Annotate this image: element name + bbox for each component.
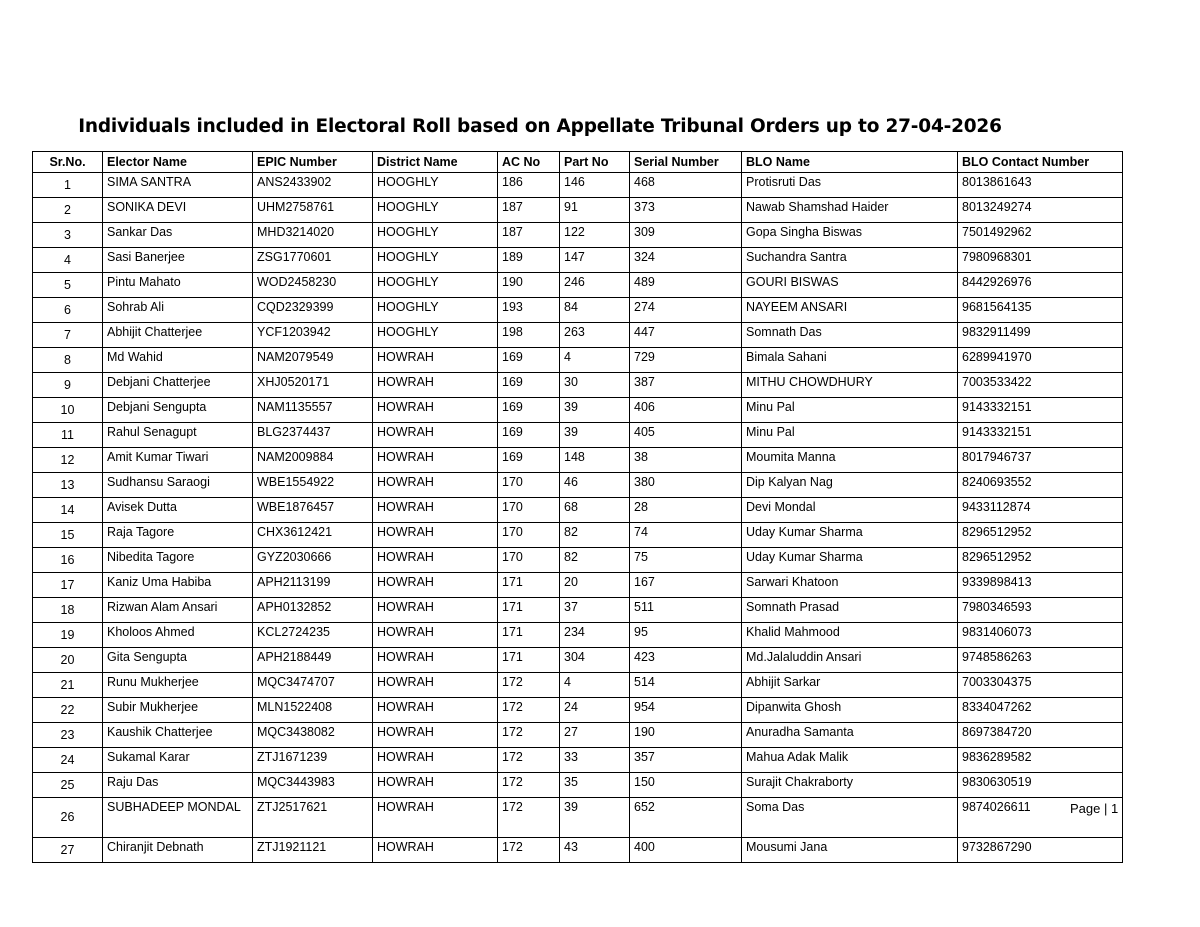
table-row	[33, 748, 1123, 773]
cell-blo-contact-number: 7003533422	[958, 373, 1123, 398]
column-header-epic-number: EPIC Number	[253, 152, 373, 173]
electoral-roll-table	[32, 151, 1123, 863]
cell-sr-no: 1	[33, 173, 103, 198]
cell-blo-name: Khalid Mahmood	[742, 623, 958, 648]
cell-serial-number: 167	[630, 573, 742, 598]
cell-sr-no: 13	[33, 473, 103, 498]
cell-serial-number: 489	[630, 273, 742, 298]
cell-blo-contact-number: 9143332151	[958, 398, 1123, 423]
cell-blo-contact-number: 8296512952	[958, 548, 1123, 573]
cell-serial-number: 447	[630, 323, 742, 348]
cell-district-name: HOOGHLY	[373, 298, 498, 323]
table-row	[33, 723, 1123, 748]
table-row	[33, 698, 1123, 723]
cell-epic-number: MLN1522408	[253, 698, 373, 723]
cell-ac-no: 169	[498, 348, 560, 373]
cell-part-no: 84	[560, 298, 630, 323]
cell-blo-contact-number: 8442926976	[958, 273, 1123, 298]
cell-serial-number: 373	[630, 198, 742, 223]
cell-blo-name: Nawab Shamshad Haider	[742, 198, 958, 223]
column-header-blo-name: BLO Name	[742, 152, 958, 173]
cell-sr-no: 2	[33, 198, 103, 223]
cell-district-name: HOWRAH	[373, 723, 498, 748]
cell-sr-no: 17	[33, 573, 103, 598]
column-header-part-no: Part No	[560, 152, 630, 173]
cell-elector-name: Debjani Chatterjee	[103, 373, 253, 398]
cell-elector-name: Abhijit Chatterjee	[103, 323, 253, 348]
cell-part-no: 24	[560, 698, 630, 723]
table-row	[33, 223, 1123, 248]
cell-blo-name: Dipanwita Ghosh	[742, 698, 958, 723]
cell-sr-no: 8	[33, 348, 103, 373]
cell-district-name: HOOGHLY	[373, 198, 498, 223]
cell-part-no: 122	[560, 223, 630, 248]
cell-district-name: HOOGHLY	[373, 323, 498, 348]
cell-elector-name: Rahul Senagupt	[103, 423, 253, 448]
cell-serial-number: 423	[630, 648, 742, 673]
cell-elector-name: Pintu Mahato	[103, 273, 253, 298]
cell-ac-no: 170	[498, 473, 560, 498]
cell-serial-number: 511	[630, 598, 742, 623]
cell-part-no: 43	[560, 838, 630, 863]
cell-district-name: HOWRAH	[373, 673, 498, 698]
cell-blo-contact-number: 9830630519	[958, 773, 1123, 798]
cell-epic-number: NAM1135557	[253, 398, 373, 423]
cell-serial-number: 729	[630, 348, 742, 373]
cell-elector-name: Subir Mukherjee	[103, 698, 253, 723]
cell-elector-name: Nibedita Tagore	[103, 548, 253, 573]
cell-blo-name: Minu Pal	[742, 398, 958, 423]
cell-serial-number: 274	[630, 298, 742, 323]
cell-blo-name: Soma Das	[742, 798, 958, 838]
table-row	[33, 838, 1123, 863]
cell-serial-number: 309	[630, 223, 742, 248]
cell-blo-name: Md.Jalaluddin Ansari	[742, 648, 958, 673]
cell-sr-no: 22	[33, 698, 103, 723]
cell-part-no: 263	[560, 323, 630, 348]
page-number: Page | 1	[1070, 801, 1119, 816]
cell-sr-no: 4	[33, 248, 103, 273]
cell-blo-name: Uday Kumar Sharma	[742, 548, 958, 573]
cell-sr-no: 26	[33, 798, 103, 838]
table-row	[33, 673, 1123, 698]
cell-blo-name: Somnath Prasad	[742, 598, 958, 623]
cell-blo-contact-number: 9831406073	[958, 623, 1123, 648]
table-row	[33, 448, 1123, 473]
cell-part-no: 39	[560, 798, 630, 838]
table-header-row	[33, 152, 1123, 173]
cell-epic-number: APH2113199	[253, 573, 373, 598]
cell-district-name: HOWRAH	[373, 623, 498, 648]
cell-part-no: 82	[560, 523, 630, 548]
cell-blo-name: Gopa Singha Biswas	[742, 223, 958, 248]
cell-blo-name: MITHU CHOWDHURY	[742, 373, 958, 398]
cell-blo-name: Abhijit Sarkar	[742, 673, 958, 698]
cell-district-name: HOWRAH	[373, 398, 498, 423]
cell-epic-number: WBE1876457	[253, 498, 373, 523]
column-header-sr-no: Sr.No.	[33, 152, 103, 173]
cell-sr-no: 24	[33, 748, 103, 773]
cell-part-no: 148	[560, 448, 630, 473]
cell-blo-contact-number: 9836289582	[958, 748, 1123, 773]
cell-sr-no: 3	[33, 223, 103, 248]
column-header-blo-contact-number: BLO Contact Number	[958, 152, 1123, 173]
cell-ac-no: 190	[498, 273, 560, 298]
cell-sr-no: 25	[33, 773, 103, 798]
table-row	[33, 248, 1123, 273]
cell-district-name: HOWRAH	[373, 498, 498, 523]
cell-ac-no: 169	[498, 448, 560, 473]
cell-sr-no: 15	[33, 523, 103, 548]
cell-serial-number: 468	[630, 173, 742, 198]
cell-serial-number: 406	[630, 398, 742, 423]
cell-elector-name: Md Wahid	[103, 348, 253, 373]
cell-sr-no: 7	[33, 323, 103, 348]
cell-elector-name: Sankar Das	[103, 223, 253, 248]
table-row	[33, 473, 1123, 498]
table-row	[33, 423, 1123, 448]
cell-part-no: 146	[560, 173, 630, 198]
cell-blo-contact-number: 8296512952	[958, 523, 1123, 548]
table-row	[33, 598, 1123, 623]
cell-district-name: HOWRAH	[373, 773, 498, 798]
cell-elector-name: SUBHADEEP MONDAL	[103, 798, 253, 838]
table-row	[33, 173, 1123, 198]
cell-elector-name: Raju Das	[103, 773, 253, 798]
cell-sr-no: 23	[33, 723, 103, 748]
table-row	[33, 273, 1123, 298]
cell-blo-contact-number: 8240693552	[958, 473, 1123, 498]
cell-epic-number: XHJ0520171	[253, 373, 373, 398]
cell-blo-name: Mousumi Jana	[742, 838, 958, 863]
cell-ac-no: 172	[498, 773, 560, 798]
cell-district-name: HOWRAH	[373, 598, 498, 623]
cell-blo-contact-number: 7003304375	[958, 673, 1123, 698]
cell-blo-contact-number: 7980346593	[958, 598, 1123, 623]
cell-part-no: 82	[560, 548, 630, 573]
cell-blo-name: Somnath Das	[742, 323, 958, 348]
cell-blo-contact-number: 8697384720	[958, 723, 1123, 748]
table-row	[33, 798, 1123, 838]
cell-blo-name: Anuradha Samanta	[742, 723, 958, 748]
cell-epic-number: CQD2329399	[253, 298, 373, 323]
cell-blo-name: Sarwari Khatoon	[742, 573, 958, 598]
cell-serial-number: 324	[630, 248, 742, 273]
table-row	[33, 373, 1123, 398]
cell-part-no: 39	[560, 423, 630, 448]
cell-ac-no: 172	[498, 698, 560, 723]
table-row	[33, 323, 1123, 348]
cell-blo-contact-number: 9874026611	[958, 798, 1123, 838]
cell-ac-no: 172	[498, 673, 560, 698]
cell-epic-number: APH0132852	[253, 598, 373, 623]
table-row	[33, 198, 1123, 223]
cell-elector-name: Kaushik Chatterjee	[103, 723, 253, 748]
cell-ac-no: 172	[498, 748, 560, 773]
cell-ac-no: 189	[498, 248, 560, 273]
cell-epic-number: NAM2009884	[253, 448, 373, 473]
cell-epic-number: YCF1203942	[253, 323, 373, 348]
cell-serial-number: 95	[630, 623, 742, 648]
column-header-elector-name: Elector Name	[103, 152, 253, 173]
cell-blo-contact-number: 9143332151	[958, 423, 1123, 448]
cell-epic-number: ZSG1770601	[253, 248, 373, 273]
cell-blo-contact-number: 8013249274	[958, 198, 1123, 223]
cell-district-name: HOWRAH	[373, 698, 498, 723]
cell-blo-contact-number: 8017946737	[958, 448, 1123, 473]
cell-elector-name: Sohrab Ali	[103, 298, 253, 323]
cell-district-name: HOWRAH	[373, 573, 498, 598]
cell-district-name: HOOGHLY	[373, 273, 498, 298]
cell-elector-name: SIMA SANTRA	[103, 173, 253, 198]
cell-ac-no: 171	[498, 598, 560, 623]
cell-epic-number: ZTJ1671239	[253, 748, 373, 773]
cell-epic-number: NAM2079549	[253, 348, 373, 373]
cell-elector-name: Runu Mukherjee	[103, 673, 253, 698]
cell-elector-name: Kaniz Uma Habiba	[103, 573, 253, 598]
cell-serial-number: 652	[630, 798, 742, 838]
cell-blo-name: Minu Pal	[742, 423, 958, 448]
cell-epic-number: ZTJ2517621	[253, 798, 373, 838]
cell-blo-contact-number: 6289941970	[958, 348, 1123, 373]
cell-blo-contact-number: 9832911499	[958, 323, 1123, 348]
cell-blo-name: Devi Mondal	[742, 498, 958, 523]
cell-sr-no: 11	[33, 423, 103, 448]
cell-ac-no: 187	[498, 223, 560, 248]
cell-district-name: HOWRAH	[373, 448, 498, 473]
cell-epic-number: MQC3443983	[253, 773, 373, 798]
cell-blo-name: NAYEEM ANSARI	[742, 298, 958, 323]
cell-sr-no: 27	[33, 838, 103, 863]
cell-elector-name: Kholoos Ahmed	[103, 623, 253, 648]
cell-district-name: HOWRAH	[373, 523, 498, 548]
cell-part-no: 91	[560, 198, 630, 223]
cell-blo-contact-number: 9681564135	[958, 298, 1123, 323]
cell-part-no: 30	[560, 373, 630, 398]
cell-part-no: 4	[560, 673, 630, 698]
cell-district-name: HOWRAH	[373, 473, 498, 498]
cell-elector-name: Rizwan Alam Ansari	[103, 598, 253, 623]
table-row	[33, 348, 1123, 373]
cell-elector-name: Chiranjit Debnath	[103, 838, 253, 863]
column-header-district-name: District Name	[373, 152, 498, 173]
cell-district-name: HOWRAH	[373, 548, 498, 573]
cell-part-no: 39	[560, 398, 630, 423]
table-row	[33, 623, 1123, 648]
cell-blo-name: Suchandra Santra	[742, 248, 958, 273]
cell-part-no: 68	[560, 498, 630, 523]
cell-ac-no: 169	[498, 398, 560, 423]
column-header-ac-no: AC No	[498, 152, 560, 173]
cell-epic-number: BLG2374437	[253, 423, 373, 448]
cell-district-name: HOWRAH	[373, 373, 498, 398]
table-row	[33, 498, 1123, 523]
cell-epic-number: WBE1554922	[253, 473, 373, 498]
cell-ac-no: 169	[498, 423, 560, 448]
cell-part-no: 27	[560, 723, 630, 748]
cell-serial-number: 190	[630, 723, 742, 748]
cell-epic-number: ZTJ1921121	[253, 838, 373, 863]
cell-ac-no: 171	[498, 648, 560, 673]
cell-sr-no: 19	[33, 623, 103, 648]
cell-sr-no: 12	[33, 448, 103, 473]
cell-district-name: HOOGHLY	[373, 223, 498, 248]
cell-serial-number: 400	[630, 838, 742, 863]
cell-serial-number: 405	[630, 423, 742, 448]
cell-serial-number: 150	[630, 773, 742, 798]
cell-epic-number: APH2188449	[253, 648, 373, 673]
table-row	[33, 773, 1123, 798]
cell-sr-no: 14	[33, 498, 103, 523]
table-row	[33, 523, 1123, 548]
cell-epic-number: MQC3438082	[253, 723, 373, 748]
cell-serial-number: 38	[630, 448, 742, 473]
cell-ac-no: 186	[498, 173, 560, 198]
cell-serial-number: 954	[630, 698, 742, 723]
table-body	[33, 173, 1123, 863]
cell-part-no: 20	[560, 573, 630, 598]
cell-serial-number: 75	[630, 548, 742, 573]
page-title: Individuals included in Electoral Roll based on Appellate Tribunal Orders up to 27-04-2026	[78, 116, 1002, 137]
cell-epic-number: ANS2433902	[253, 173, 373, 198]
cell-sr-no: 16	[33, 548, 103, 573]
cell-ac-no: 170	[498, 548, 560, 573]
cell-epic-number: CHX3612421	[253, 523, 373, 548]
cell-part-no: 35	[560, 773, 630, 798]
cell-part-no: 147	[560, 248, 630, 273]
cell-serial-number: 74	[630, 523, 742, 548]
cell-elector-name: Gita Sengupta	[103, 648, 253, 673]
cell-ac-no: 170	[498, 498, 560, 523]
cell-blo-name: Moumita Manna	[742, 448, 958, 473]
table-row	[33, 648, 1123, 673]
cell-elector-name: Avisek Dutta	[103, 498, 253, 523]
cell-blo-contact-number: 9732867290	[958, 838, 1123, 863]
table-row	[33, 398, 1123, 423]
cell-epic-number: MHD3214020	[253, 223, 373, 248]
cell-ac-no: 193	[498, 298, 560, 323]
cell-part-no: 234	[560, 623, 630, 648]
cell-ac-no: 171	[498, 573, 560, 598]
cell-blo-name: Surajit Chakraborty	[742, 773, 958, 798]
cell-serial-number: 387	[630, 373, 742, 398]
table-row	[33, 298, 1123, 323]
cell-elector-name: Debjani Sengupta	[103, 398, 253, 423]
cell-ac-no: 169	[498, 373, 560, 398]
cell-elector-name: Sudhansu Saraogi	[103, 473, 253, 498]
cell-blo-name: Bimala Sahani	[742, 348, 958, 373]
table-row	[33, 548, 1123, 573]
cell-district-name: HOWRAH	[373, 748, 498, 773]
cell-elector-name: Sasi Banerjee	[103, 248, 253, 273]
cell-ac-no: 172	[498, 723, 560, 748]
cell-serial-number: 514	[630, 673, 742, 698]
cell-blo-contact-number: 7980968301	[958, 248, 1123, 273]
cell-part-no: 4	[560, 348, 630, 373]
cell-district-name: HOOGHLY	[373, 173, 498, 198]
cell-district-name: HOWRAH	[373, 798, 498, 838]
cell-elector-name: Amit Kumar Tiwari	[103, 448, 253, 473]
cell-part-no: 37	[560, 598, 630, 623]
cell-sr-no: 6	[33, 298, 103, 323]
cell-epic-number: GYZ2030666	[253, 548, 373, 573]
cell-sr-no: 5	[33, 273, 103, 298]
cell-ac-no: 198	[498, 323, 560, 348]
cell-blo-contact-number: 9433112874	[958, 498, 1123, 523]
cell-sr-no: 21	[33, 673, 103, 698]
cell-sr-no: 20	[33, 648, 103, 673]
cell-sr-no: 9	[33, 373, 103, 398]
cell-blo-contact-number: 9748586263	[958, 648, 1123, 673]
cell-elector-name: SONIKA DEVI	[103, 198, 253, 223]
cell-epic-number: WOD2458230	[253, 273, 373, 298]
cell-blo-name: GOURI BISWAS	[742, 273, 958, 298]
cell-serial-number: 28	[630, 498, 742, 523]
cell-sr-no: 10	[33, 398, 103, 423]
cell-ac-no: 172	[498, 838, 560, 863]
cell-blo-name: Dip Kalyan Nag	[742, 473, 958, 498]
cell-blo-contact-number: 8334047262	[958, 698, 1123, 723]
cell-serial-number: 357	[630, 748, 742, 773]
cell-ac-no: 187	[498, 198, 560, 223]
cell-ac-no: 171	[498, 623, 560, 648]
cell-part-no: 46	[560, 473, 630, 498]
cell-ac-no: 172	[498, 798, 560, 838]
cell-blo-contact-number: 7501492962	[958, 223, 1123, 248]
cell-district-name: HOOGHLY	[373, 248, 498, 273]
cell-district-name: HOWRAH	[373, 423, 498, 448]
cell-district-name: HOWRAH	[373, 648, 498, 673]
cell-blo-contact-number: 8013861643	[958, 173, 1123, 198]
cell-district-name: HOWRAH	[373, 838, 498, 863]
cell-epic-number: UHM2758761	[253, 198, 373, 223]
cell-blo-contact-number: 9339898413	[958, 573, 1123, 598]
cell-serial-number: 380	[630, 473, 742, 498]
cell-part-no: 33	[560, 748, 630, 773]
cell-part-no: 304	[560, 648, 630, 673]
cell-blo-name: Uday Kumar Sharma	[742, 523, 958, 548]
cell-sr-no: 18	[33, 598, 103, 623]
table-row	[33, 573, 1123, 598]
cell-ac-no: 170	[498, 523, 560, 548]
cell-district-name: HOWRAH	[373, 348, 498, 373]
column-header-serial-number: Serial Number	[630, 152, 742, 173]
cell-part-no: 246	[560, 273, 630, 298]
cell-blo-name: Mahua Adak Malik	[742, 748, 958, 773]
cell-epic-number: KCL2724235	[253, 623, 373, 648]
cell-epic-number: MQC3474707	[253, 673, 373, 698]
cell-elector-name: Sukamal Karar	[103, 748, 253, 773]
cell-blo-name: Protisruti Das	[742, 173, 958, 198]
cell-elector-name: Raja Tagore	[103, 523, 253, 548]
